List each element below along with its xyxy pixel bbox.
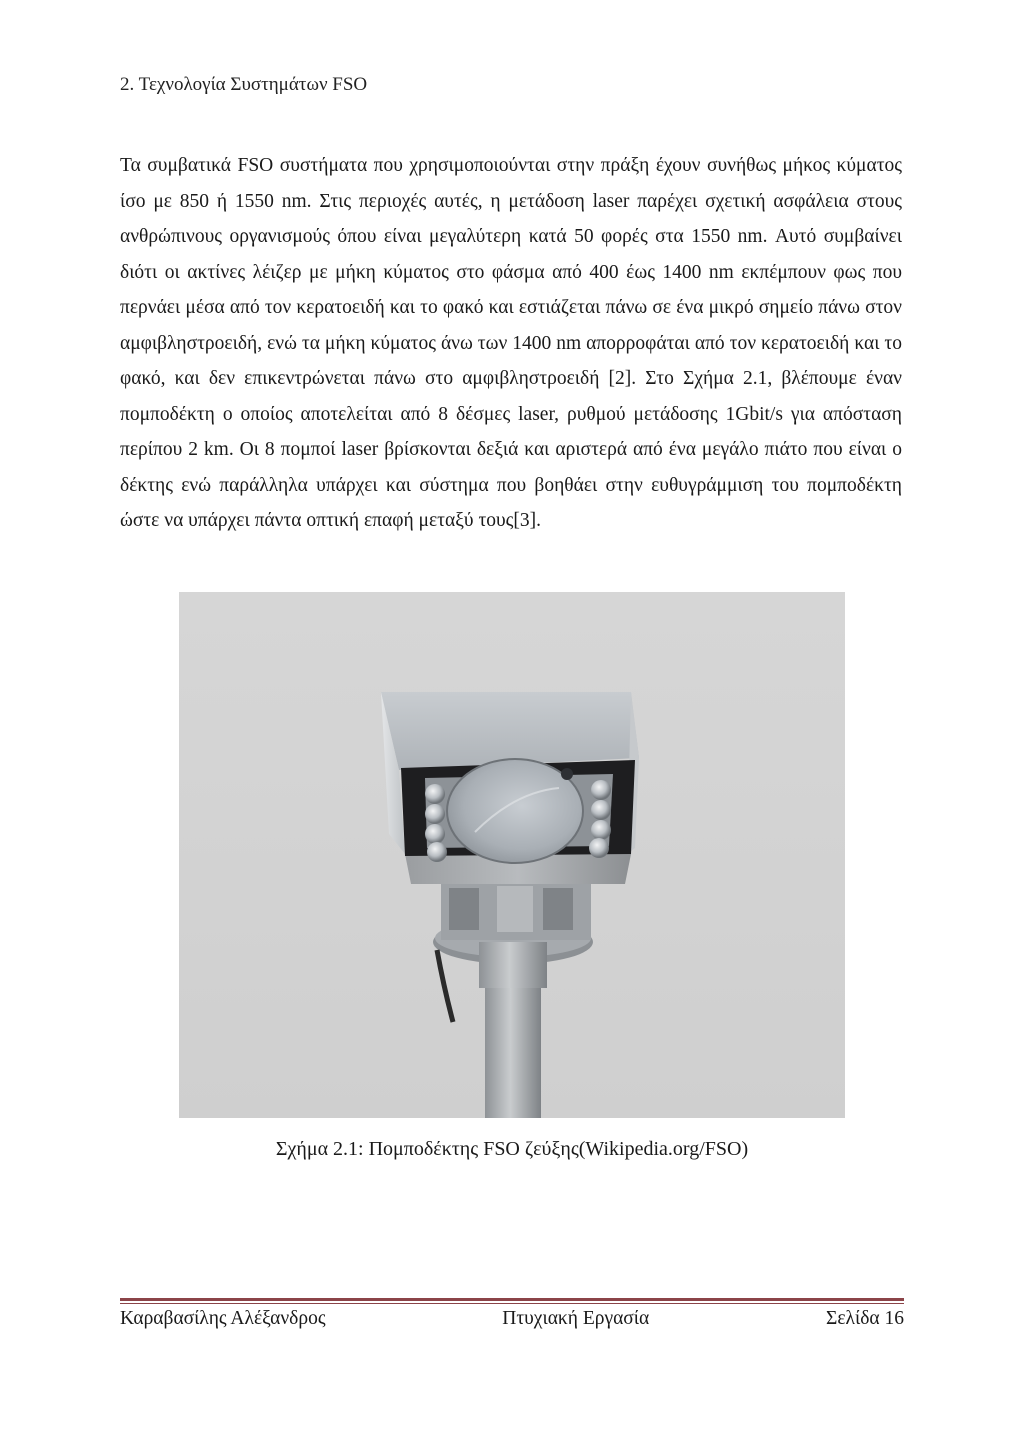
body-paragraph: Τα συμβατικά FSO συστήματα που χρησιμοποιούνται στην πράξη έχουν συνήθως μήκος κύματος ίσο με 850 ή 1550 nm. Στις περιοχές αυτές, η μετάδοση laser παρέχει σχετική ασφάλεια στους ανθρώπινους οργανισμούς όπου είναι μεγαλύτερη κατά 50 φορές στα 1550 nm. Αυτό συμβαίνει διότι οι ακτίνες λέιζερ με μήκη κύματος στο φάσμα από 400 έως 1400 nm εκπέμπουν φως που περνάει μέσα από τον κερατοειδή και το φακό και εστιάζεται πάνω σε ένα μικρό σημείο πάνω στον αμφιβληστροειδή, ενώ τα μήκη κύματος άνω των 1400 nm απορροφάται από τον κερατοειδή και το φακό, και δεν επικεντρώνεται πάνω στο αμφιβληστροειδή [2]. Στο Σχήμα 2.1, βλέπουμε έναν πομποδέκτη ο οποίος αποτελείται από 8 δέσμες laser, ρυθμού μετάδοσης 1Gbit/s για απόσταση περίπου 2 km. Οι 8 πομποί laser βρίσκονται δεξιά και αριστερά από ένα μεγάλο πιάτο που είναι ο δέκτης ενώ παράλληλα υπάρχει και σύστημα που βοηθάει στην ευθυγράμμιση του πομποδέκτη ώστε να υπάρχει πάντα οπτική επαφή μεταξύ τους[3]. [120, 155, 902, 531]
footer-author: Καραβασίλης Αλέξανδρος [120, 1308, 326, 1329]
fso-transceiver-photo [179, 592, 845, 1118]
page-footer [120, 1308, 904, 1330]
footer-divider [120, 1298, 904, 1305]
footer-title: Πτυχιακή Εργασία [502, 1308, 650, 1329]
figure-caption: Σχήμα 2.1: Πομποδέκτης FSO ζεύξης(Wikipedia.org/FSO) [275, 1138, 749, 1160]
running-header: 2. Τεχνολογία Συστημάτων FSO [120, 74, 368, 95]
footer-page-number: Σελίδα 16 [825, 1308, 904, 1329]
